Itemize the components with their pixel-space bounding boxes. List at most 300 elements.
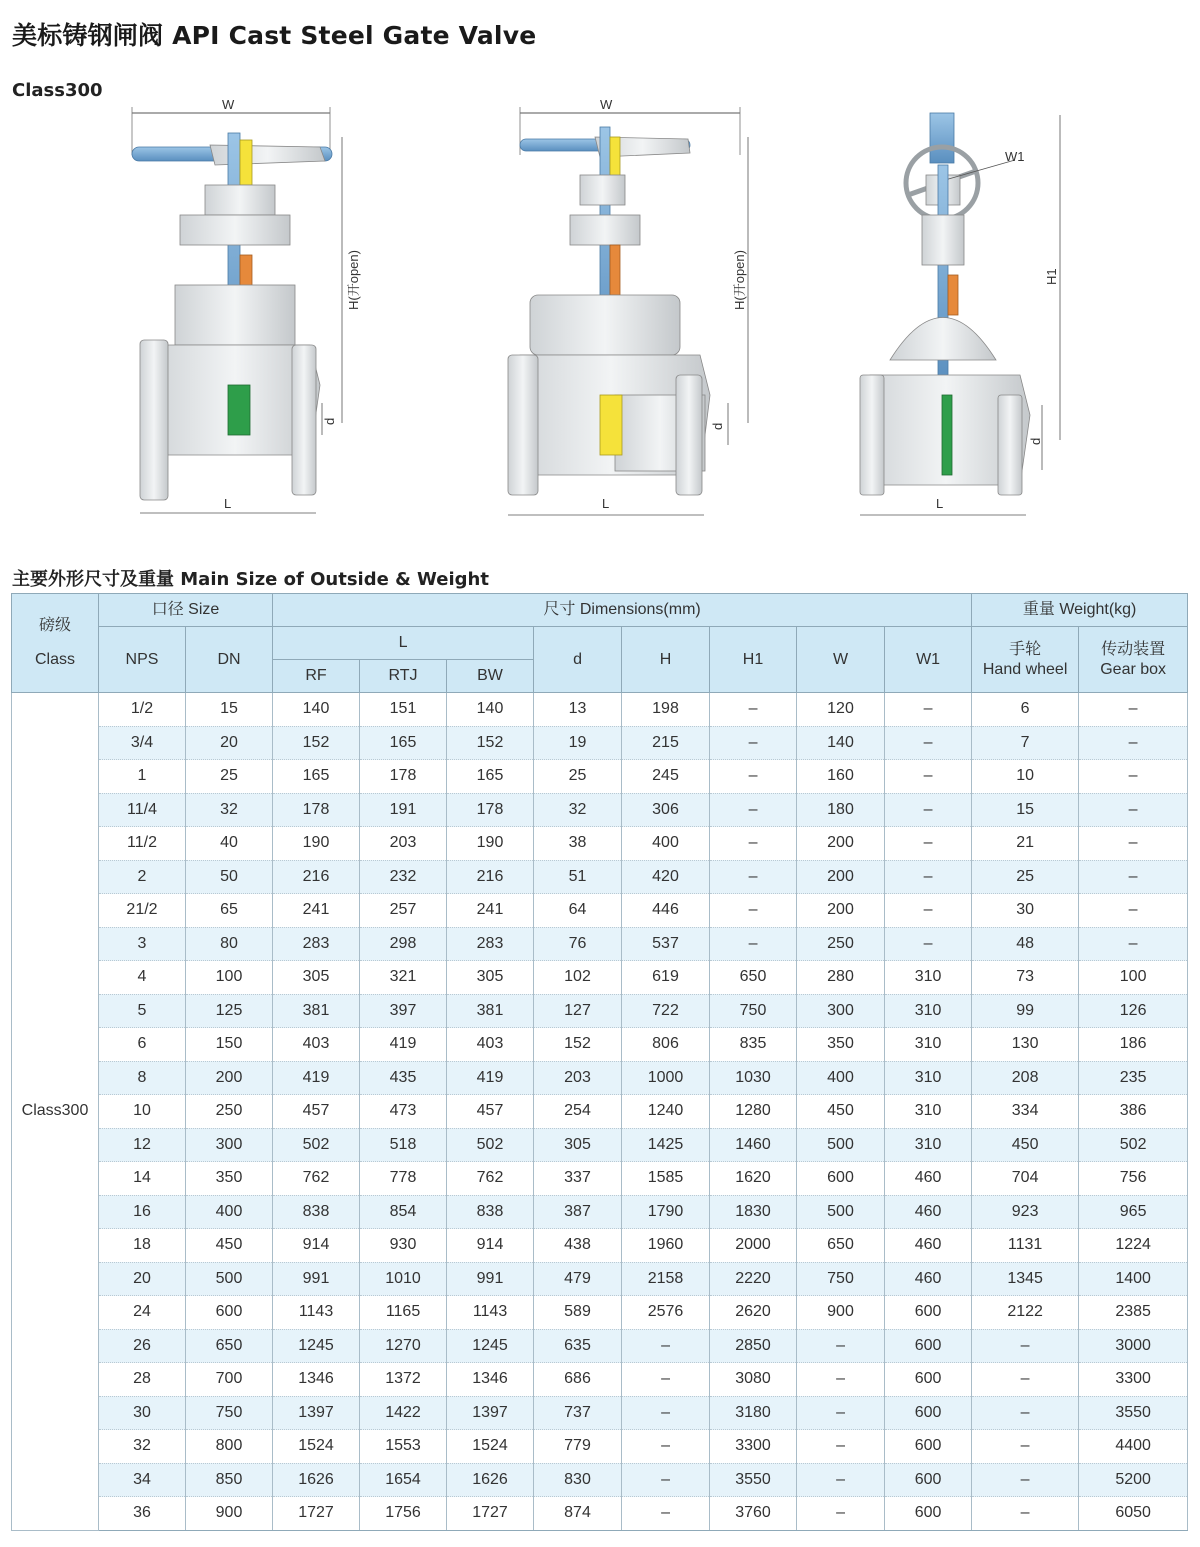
- table-cell: 20: [99, 1262, 186, 1296]
- table-cell: 48: [972, 927, 1079, 961]
- table-cell: 914: [447, 1229, 534, 1263]
- table-row: [12, 1262, 1188, 1296]
- table-cell: 400: [622, 827, 710, 861]
- header-w1: W1: [885, 627, 972, 693]
- table-cell: 779: [534, 1430, 622, 1464]
- table-cell: 1727: [273, 1497, 360, 1531]
- table-cell: 2576: [622, 1296, 710, 1330]
- table-cell: –: [885, 894, 972, 928]
- table-cell: 1830: [710, 1195, 797, 1229]
- table-cell: 874: [534, 1497, 622, 1531]
- table-cell: 2850: [710, 1329, 797, 1363]
- table-cell: –: [622, 1329, 710, 1363]
- table-row: [12, 793, 1188, 827]
- table-row: [12, 1128, 1188, 1162]
- table-cell: 750: [186, 1396, 273, 1430]
- table-row: [12, 1028, 1188, 1062]
- table-cell: 600: [885, 1329, 972, 1363]
- table-cell: 280: [797, 961, 885, 995]
- table-cell: 30: [972, 894, 1079, 928]
- table-cell: 10: [99, 1095, 186, 1129]
- table-cell: 178: [447, 793, 534, 827]
- table-cell: 397: [360, 994, 447, 1028]
- table-cell: 208: [972, 1061, 1079, 1095]
- table-cell: 650: [710, 961, 797, 995]
- table-cell: 10: [972, 760, 1079, 794]
- table-cell: 600: [885, 1396, 972, 1430]
- table-cell: 737: [534, 1396, 622, 1430]
- table-row: [12, 726, 1188, 760]
- table-cell: 1131: [972, 1229, 1079, 1263]
- table-cell: 2000: [710, 1229, 797, 1263]
- table-row: [12, 827, 1188, 861]
- table-cell: –: [1079, 827, 1188, 861]
- table-cell: 165: [447, 760, 534, 794]
- table-cell: 241: [447, 894, 534, 928]
- table-cell: 130: [972, 1028, 1079, 1062]
- table-cell: 4400: [1079, 1430, 1188, 1464]
- table-cell: 479: [534, 1262, 622, 1296]
- table-cell: 381: [447, 994, 534, 1028]
- table-cell: 25: [186, 760, 273, 794]
- table-cell: 30: [99, 1396, 186, 1430]
- table-cell: 200: [797, 894, 885, 928]
- table-cell: 850: [186, 1463, 273, 1497]
- table-cell: 965: [1079, 1195, 1188, 1229]
- table-cell: –: [710, 793, 797, 827]
- table-cell: 446: [622, 894, 710, 928]
- table-cell: 1165: [360, 1296, 447, 1330]
- table-cell: 51: [534, 860, 622, 894]
- table-cell: 250: [186, 1095, 273, 1129]
- table-cell: 38: [534, 827, 622, 861]
- table-cell: –: [972, 1363, 1079, 1397]
- table-cell: 650: [186, 1329, 273, 1363]
- table-cell: 991: [273, 1262, 360, 1296]
- table-cell: 435: [360, 1061, 447, 1095]
- table-cell: 19: [534, 726, 622, 760]
- table-cell: 914: [273, 1229, 360, 1263]
- table-cell: 457: [273, 1095, 360, 1129]
- table-cell: 762: [447, 1162, 534, 1196]
- table-cell: 310: [885, 1128, 972, 1162]
- table-cell: 3180: [710, 1396, 797, 1430]
- table-cell: 26: [99, 1329, 186, 1363]
- table-cell: 186: [1079, 1028, 1188, 1062]
- table-cell: 2620: [710, 1296, 797, 1330]
- table-cell: 350: [186, 1162, 273, 1196]
- table-cell: 700: [186, 1363, 273, 1397]
- table-cell: 778: [360, 1162, 447, 1196]
- table-cell: 438: [534, 1229, 622, 1263]
- table-cell: 502: [273, 1128, 360, 1162]
- table-cell: 3300: [1079, 1363, 1188, 1397]
- header-dimensions: 尺寸 Dimensions(mm): [273, 594, 972, 627]
- table-cell: 600: [885, 1463, 972, 1497]
- table-cell: 310: [885, 1028, 972, 1062]
- dim-h-label: H(开open): [346, 250, 361, 310]
- table-row: [12, 1363, 1188, 1397]
- table-cell: 127: [534, 994, 622, 1028]
- table-cell: 21: [972, 827, 1079, 861]
- table-cell: 518: [360, 1128, 447, 1162]
- table-cell: –: [797, 1497, 885, 1531]
- header-nps: NPS: [99, 627, 186, 693]
- dim-w1-label: W1: [1005, 149, 1025, 164]
- header-handwheel: [972, 627, 1079, 693]
- table-cell: 8: [99, 1061, 186, 1095]
- table-cell: –: [1079, 894, 1188, 928]
- table-cell: 600: [885, 1497, 972, 1531]
- table-cell: 32: [186, 793, 273, 827]
- table-cell: 257: [360, 894, 447, 928]
- table-cell: 420: [622, 860, 710, 894]
- table-cell: 1790: [622, 1195, 710, 1229]
- table-cell: 241: [273, 894, 360, 928]
- table-cell: 650: [797, 1229, 885, 1263]
- table-cell: 300: [186, 1128, 273, 1162]
- table-row: [12, 994, 1188, 1028]
- table-cell: 235: [1079, 1061, 1188, 1095]
- table-cell: 250: [797, 927, 885, 961]
- table-cell: 350: [797, 1028, 885, 1062]
- table-cell: 762: [273, 1162, 360, 1196]
- table-cell: 900: [797, 1296, 885, 1330]
- header-w: W: [797, 627, 885, 693]
- table-row: [12, 1430, 1188, 1464]
- header-gearbox-cn: 传动装置: [1101, 640, 1166, 658]
- table-cell: 1620: [710, 1162, 797, 1196]
- table-cell: 7: [972, 726, 1079, 760]
- table-cell: 419: [447, 1061, 534, 1095]
- table-cell: 283: [273, 927, 360, 961]
- table-cell: 838: [447, 1195, 534, 1229]
- table-cell: –: [710, 894, 797, 928]
- table-cell: 152: [273, 726, 360, 760]
- table-cell: 306: [622, 793, 710, 827]
- table-cell: 254: [534, 1095, 622, 1129]
- table-cell: 15: [186, 693, 273, 727]
- table-cell: –: [710, 760, 797, 794]
- table-cell: –: [972, 1497, 1079, 1531]
- header-h1: H1: [710, 627, 797, 693]
- table-cell: 3550: [1079, 1396, 1188, 1430]
- table-cell: 125: [186, 994, 273, 1028]
- table-cell: –: [797, 1363, 885, 1397]
- table-cell: 6050: [1079, 1497, 1188, 1531]
- header-h: H: [622, 627, 710, 693]
- table-cell: 1143: [447, 1296, 534, 1330]
- table-cell: 930: [360, 1229, 447, 1263]
- table-cell: –: [797, 1329, 885, 1363]
- dim-d-label-3: d: [1028, 437, 1043, 445]
- table-cell: 1960: [622, 1229, 710, 1263]
- dim-l-label-3: L: [936, 496, 944, 511]
- table-cell: 200: [186, 1061, 273, 1095]
- table-cell: 1524: [273, 1430, 360, 1464]
- table-cell: 151: [360, 693, 447, 727]
- table-cell: 15: [972, 793, 1079, 827]
- table-cell: 120: [797, 693, 885, 727]
- table-cell: 100: [186, 961, 273, 995]
- dim-d-label-2: d: [710, 422, 725, 430]
- table-cell: 419: [273, 1061, 360, 1095]
- table-cell: –: [885, 760, 972, 794]
- table-cell: –: [1079, 693, 1188, 727]
- table-cell: 750: [710, 994, 797, 1028]
- table-cell: 64: [534, 894, 622, 928]
- table-cell: 635: [534, 1329, 622, 1363]
- table-cell: 140: [447, 693, 534, 727]
- table-cell: 24: [99, 1296, 186, 1330]
- header-gearbox: [1079, 627, 1188, 693]
- table-cell: 2122: [972, 1296, 1079, 1330]
- table-cell: 3080: [710, 1363, 797, 1397]
- table-cell: –: [710, 860, 797, 894]
- table-cell: 305: [273, 961, 360, 995]
- table-cell: 835: [710, 1028, 797, 1062]
- table-cell: 460: [885, 1162, 972, 1196]
- table-cell: 473: [360, 1095, 447, 1129]
- table-row: [12, 760, 1188, 794]
- table-cell: 500: [186, 1262, 273, 1296]
- table-cell: 198: [622, 693, 710, 727]
- table-cell: 100: [1079, 961, 1188, 995]
- table-cell: 537: [622, 927, 710, 961]
- table-cell: 1280: [710, 1095, 797, 1129]
- class-label: Class300: [12, 80, 103, 101]
- table-cell: 14: [99, 1162, 186, 1196]
- table-cell: 178: [273, 793, 360, 827]
- table-cell: –: [622, 1396, 710, 1430]
- table-cell: 310: [885, 1061, 972, 1095]
- table-cell: 1553: [360, 1430, 447, 1464]
- table-cell: 386: [1079, 1095, 1188, 1129]
- table-cell: 216: [447, 860, 534, 894]
- table-cell: –: [885, 860, 972, 894]
- table-cell: 1270: [360, 1329, 447, 1363]
- table-cell: 500: [797, 1195, 885, 1229]
- table-cell: 300: [797, 994, 885, 1028]
- header-d: d: [534, 627, 622, 693]
- table-cell: –: [622, 1430, 710, 1464]
- table-cell: 203: [534, 1061, 622, 1095]
- table-cell: –: [885, 927, 972, 961]
- valve-drawing-2: [500, 95, 770, 525]
- table-cell: 1143: [273, 1296, 360, 1330]
- table-cell: –: [1079, 927, 1188, 961]
- dim-d-label: d: [322, 417, 337, 425]
- table-cell: 4: [99, 961, 186, 995]
- table-row: [12, 693, 1188, 727]
- valve-drawing-1: [120, 95, 380, 525]
- table-cell: 686: [534, 1363, 622, 1397]
- table-cell: 178: [360, 760, 447, 794]
- table-cell: 310: [885, 961, 972, 995]
- table-cell: 502: [1079, 1128, 1188, 1162]
- table-cell: 80: [186, 927, 273, 961]
- table-cell: 1626: [447, 1463, 534, 1497]
- spec-table: [11, 593, 1188, 1531]
- table-cell: 400: [186, 1195, 273, 1229]
- table-cell: –: [1079, 760, 1188, 794]
- table-cell: 305: [447, 961, 534, 995]
- table-cell: 600: [885, 1430, 972, 1464]
- table-cell: 1245: [447, 1329, 534, 1363]
- table-row: [12, 1195, 1188, 1229]
- table-cell: 1727: [447, 1497, 534, 1531]
- table-cell: 419: [360, 1028, 447, 1062]
- table-cell: –: [972, 1329, 1079, 1363]
- table-cell: 750: [797, 1262, 885, 1296]
- table-cell: 150: [186, 1028, 273, 1062]
- table-cell: 160: [797, 760, 885, 794]
- table-cell: 73: [972, 961, 1079, 995]
- table-cell: 310: [885, 1095, 972, 1129]
- table-cell: –: [1079, 793, 1188, 827]
- table-cell: 165: [273, 760, 360, 794]
- table-cell: 756: [1079, 1162, 1188, 1196]
- table-cell: 2220: [710, 1262, 797, 1296]
- table-cell: –: [885, 693, 972, 727]
- table-cell: 152: [447, 726, 534, 760]
- header-bw: BW: [447, 660, 534, 693]
- dim-w-label-2: W: [600, 97, 613, 112]
- table-cell: 337: [534, 1162, 622, 1196]
- header-weight: 重量 Weight(kg): [972, 594, 1188, 627]
- table-cell: –: [885, 726, 972, 760]
- table-cell: 619: [622, 961, 710, 995]
- table-row: [12, 1497, 1188, 1531]
- table-cell: 1224: [1079, 1229, 1188, 1263]
- table-cell: 457: [447, 1095, 534, 1129]
- table-cell: 5: [99, 994, 186, 1028]
- table-cell: 1030: [710, 1061, 797, 1095]
- table-cell: 1240: [622, 1095, 710, 1129]
- table-cell: 1626: [273, 1463, 360, 1497]
- table-cell: 191: [360, 793, 447, 827]
- table-cell: 152: [534, 1028, 622, 1062]
- table-cell: –: [797, 1396, 885, 1430]
- section-title: 主要外形尺寸及重量 Main Size of Outside & Weight: [12, 569, 489, 590]
- table-cell: 99: [972, 994, 1079, 1028]
- table-cell: 1422: [360, 1396, 447, 1430]
- table-cell: 1756: [360, 1497, 447, 1531]
- table-cell: 600: [885, 1296, 972, 1330]
- table-cell: 589: [534, 1296, 622, 1330]
- spec-table-body: [12, 693, 1188, 1531]
- table-cell: 830: [534, 1463, 622, 1497]
- table-cell: 203: [360, 827, 447, 861]
- table-cell: 310: [885, 994, 972, 1028]
- table-cell: 1346: [273, 1363, 360, 1397]
- table-cell: 450: [972, 1128, 1079, 1162]
- table-cell: –: [797, 1463, 885, 1497]
- table-cell: 32: [534, 793, 622, 827]
- table-cell: 20: [186, 726, 273, 760]
- table-cell: 2: [99, 860, 186, 894]
- table-cell: 1425: [622, 1128, 710, 1162]
- table-cell: 305: [534, 1128, 622, 1162]
- table-cell: 298: [360, 927, 447, 961]
- table-cell: 140: [797, 726, 885, 760]
- table-cell: –: [1079, 726, 1188, 760]
- table-cell: 1400: [1079, 1262, 1188, 1296]
- table-row: [12, 894, 1188, 928]
- table-cell: 1/2: [99, 693, 186, 727]
- header-class-en: Class: [34, 651, 75, 668]
- table-cell: 800: [186, 1430, 273, 1464]
- table-cell: 11/2: [99, 827, 186, 861]
- dim-l-label: L: [224, 496, 232, 511]
- table-cell: 1397: [447, 1396, 534, 1430]
- table-cell: 460: [885, 1262, 972, 1296]
- header-handwheel-cn: 手轮: [1009, 640, 1042, 658]
- table-cell: 65: [186, 894, 273, 928]
- table-cell: 190: [447, 827, 534, 861]
- table-cell: 854: [360, 1195, 447, 1229]
- table-row: [12, 1329, 1188, 1363]
- table-cell: 140: [273, 693, 360, 727]
- table-cell: 806: [622, 1028, 710, 1062]
- table-cell: 200: [797, 860, 885, 894]
- page-title: 美标铸钢闸阀 API Cast Steel Gate Valve: [12, 21, 537, 50]
- table-row: [12, 1296, 1188, 1330]
- table-cell: 334: [972, 1095, 1079, 1129]
- table-cell: 1245: [273, 1329, 360, 1363]
- table-cell: 3300: [710, 1430, 797, 1464]
- header-rtj: RTJ: [360, 660, 447, 693]
- table-cell: 1397: [273, 1396, 360, 1430]
- table-cell: 838: [273, 1195, 360, 1229]
- table-row: [12, 1162, 1188, 1196]
- table-cell: 1: [99, 760, 186, 794]
- table-cell: 1524: [447, 1430, 534, 1464]
- table-cell: –: [885, 793, 972, 827]
- table-cell: 32: [99, 1430, 186, 1464]
- table-cell: 450: [797, 1095, 885, 1129]
- dim-w-label: W: [222, 97, 235, 112]
- table-cell: –: [885, 827, 972, 861]
- table-cell: 502: [447, 1128, 534, 1162]
- table-cell: 450: [186, 1229, 273, 1263]
- table-cell: 3550: [710, 1463, 797, 1497]
- table-row: [12, 1463, 1188, 1497]
- table-cell: 12: [99, 1128, 186, 1162]
- table-cell: 6: [972, 693, 1079, 727]
- header-handwheel-en: Hand wheel: [982, 660, 1068, 678]
- table-cell: –: [622, 1363, 710, 1397]
- table-cell: 923: [972, 1195, 1079, 1229]
- table-cell: –: [710, 693, 797, 727]
- table-cell: 3000: [1079, 1329, 1188, 1363]
- table-cell: 283: [447, 927, 534, 961]
- table-cell: 16: [99, 1195, 186, 1229]
- table-cell: 3760: [710, 1497, 797, 1531]
- table-cell: –: [972, 1396, 1079, 1430]
- table-cell: 11/4: [99, 793, 186, 827]
- table-cell: 600: [885, 1363, 972, 1397]
- table-cell: –: [710, 827, 797, 861]
- table-cell: 3/4: [99, 726, 186, 760]
- table-cell: 722: [622, 994, 710, 1028]
- table-row: [12, 860, 1188, 894]
- table-cell: 460: [885, 1195, 972, 1229]
- table-cell: 1372: [360, 1363, 447, 1397]
- table-row: [12, 1061, 1188, 1095]
- header-size: 口径 Size: [99, 594, 273, 627]
- table-cell: 500: [797, 1128, 885, 1162]
